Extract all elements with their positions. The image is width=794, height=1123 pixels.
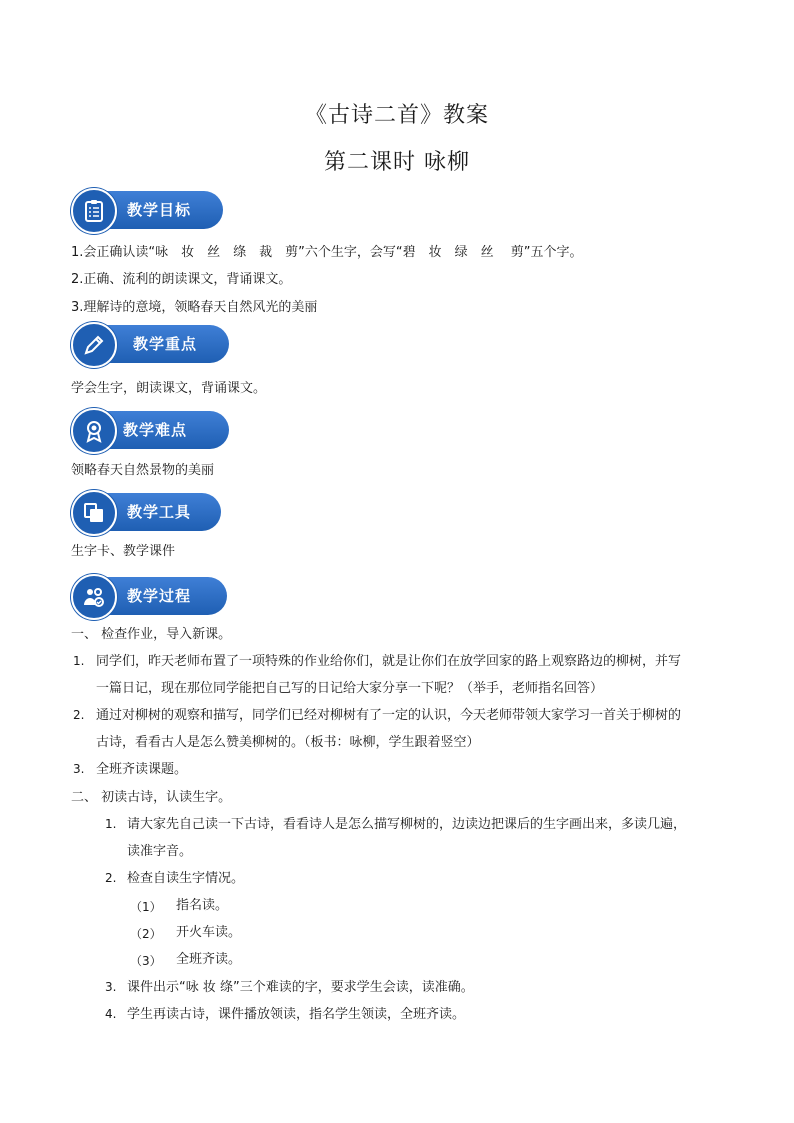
list-item-line: 古诗，看看古人是怎么赞美柳树的。（板书：咏柳，学生跟着竖空） (96, 735, 480, 750)
pencil-icon (71, 322, 117, 368)
list-item-line: 同学们，昨天老师布置了一项特殊的作业给你们，就是让你们在放学回家的路上观察路边的柳树，并写 (96, 654, 682, 669)
goal-item-3: 3.理解诗的意境，领略春天自然风光的美丽 (71, 300, 318, 315)
sub-item-text: 指名读。 (176, 898, 229, 913)
section-banner-key-points (71, 323, 229, 365)
section-label: 教学目标 (127, 201, 192, 219)
folders-icon (71, 490, 117, 536)
key-points-text: 学会生字，朗读课文，背诵课文。 (71, 381, 267, 396)
list-item-number: 2. (73, 708, 85, 722)
section-banner-goals (71, 189, 223, 231)
list-item-number: 3. (105, 980, 117, 994)
list-item-line: 检查自读生字情况。 (127, 871, 245, 886)
list-item-number: 1. (105, 817, 117, 831)
list-item-number: 1. (73, 654, 85, 668)
page-subtitle: 第二课时 咏柳 (324, 150, 470, 175)
list-item-line: 请大家先自己读一下古诗，看看诗人是怎么描写柳树的，边读边把课后的生字画出来，多读几遍， (127, 817, 687, 832)
sub-item-number: （1） (130, 900, 162, 914)
section-banner-difficulties (71, 409, 229, 451)
section-banner-process (71, 575, 227, 617)
list-item-number: 4. (105, 1007, 117, 1021)
list-item-line: 全班齐读课题。 (96, 762, 188, 777)
section-label: 教学工具 (127, 503, 192, 521)
list-item-line: 课件出示“咏 妆 绦”三个难读的字，要求学生会读，读准确。 (127, 980, 474, 995)
goal-item-2: 2.正确、流利的朗读课文，背诵课文。 (71, 272, 292, 287)
section-label: 教学难点 (123, 421, 188, 439)
list-item-line: 读准字音。 (127, 844, 193, 859)
list-item-line: 通过对柳树的观察和描写，同学们已经对柳树有了一定的认识，今天老师带领大家学习一首关于柳树的 (96, 708, 682, 723)
process-part1-heading: 一、 检查作业，导入新课。 (71, 627, 232, 642)
section-label: 教学重点 (133, 335, 198, 353)
goal-item-1: 1.会正确认读“咏 妆 丝 绦 裁 剪”六个生字，会写“碧 妆 绿 丝 剪”五个字。 (71, 245, 583, 260)
sub-item-text: 开火车读。 (176, 925, 242, 940)
award-icon (71, 408, 117, 454)
sub-item-number: （2） (130, 927, 162, 941)
tools-text: 生字卡、教学课件 (71, 544, 176, 559)
sub-item-text: 全班齐读。 (176, 952, 242, 967)
clipboard-icon (71, 188, 117, 234)
process-part2-heading: 二、 初读古诗，认读生字。 (71, 790, 232, 805)
people-icon (71, 574, 117, 620)
section-banner-tools (71, 491, 221, 533)
section-label: 教学过程 (127, 587, 192, 605)
list-item-line: 一篇日记，现在那位同学能把自己写的日记给大家分享一下呢？（举手，老师指名回答） (96, 681, 604, 696)
list-item-number: 3. (73, 762, 85, 776)
list-item-line: 学生再读古诗，课件播放领读，指名学生领读，全班齐读。 (127, 1007, 466, 1022)
list-item-number: 2. (105, 871, 117, 885)
sub-item-number: （3） (130, 954, 162, 968)
difficulties-text: 领略春天自然景物的美丽 (71, 463, 215, 478)
page-title: 《古诗二首》教案 (304, 103, 489, 128)
